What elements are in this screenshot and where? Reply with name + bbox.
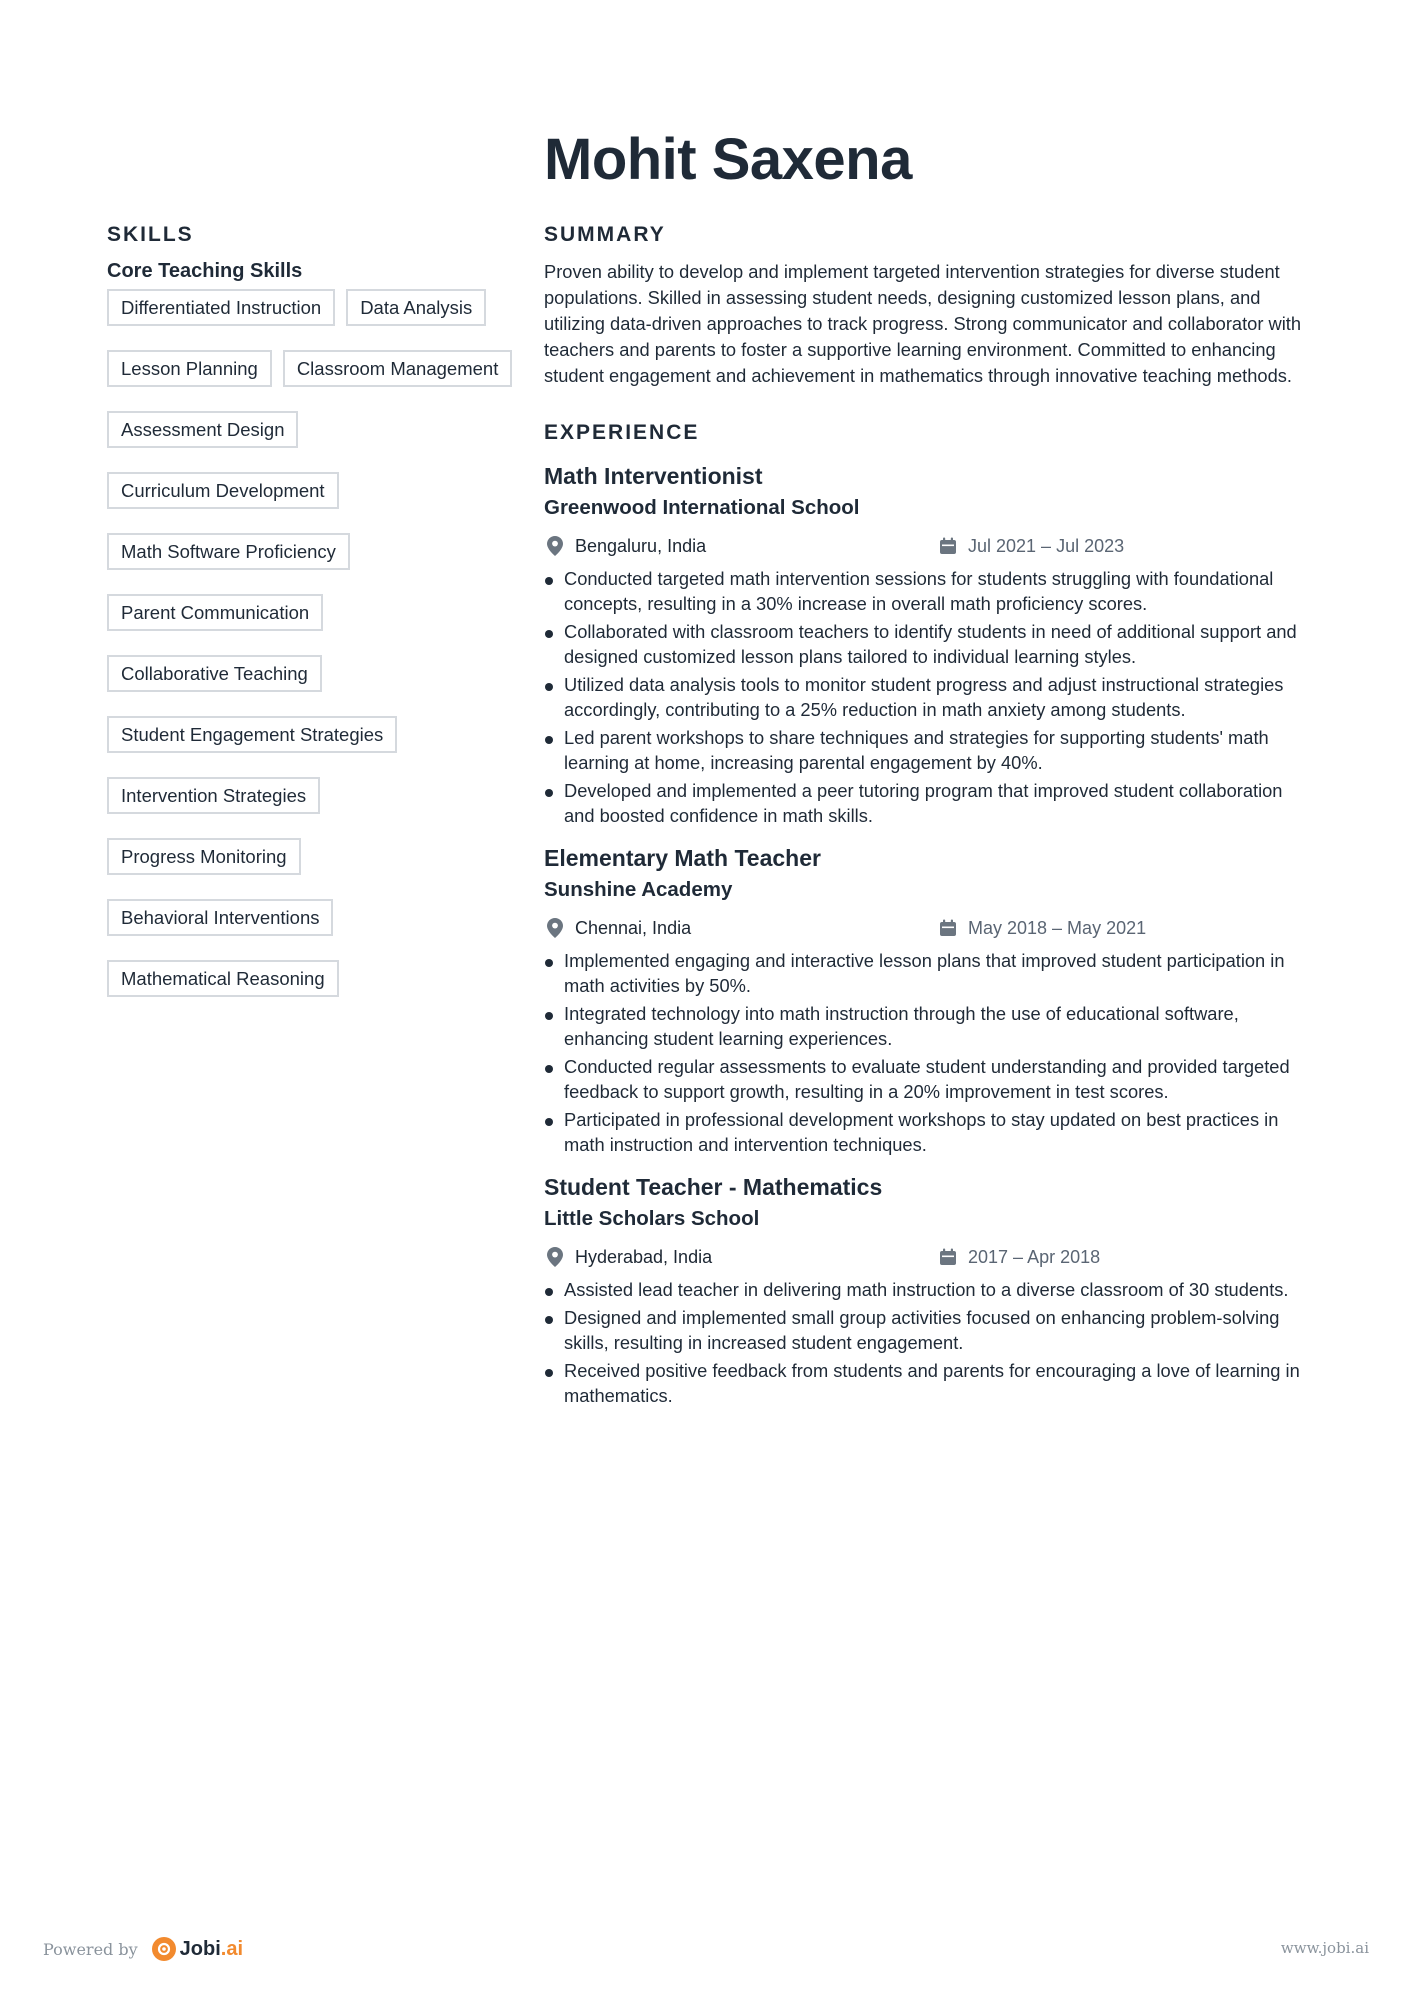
bullet-item — [544, 1277, 1304, 1302]
skill-tag: Data Analysis — [346, 289, 486, 326]
bullet-dot — [545, 1288, 553, 1296]
bullet-item — [544, 1054, 1304, 1104]
map-pin-icon — [544, 1246, 566, 1268]
experience-list — [544, 460, 1304, 1408]
bullet-item — [544, 1001, 1304, 1051]
job-location — [544, 1246, 937, 1268]
skills-heading: SKILLS — [107, 223, 194, 246]
bullet-dot — [545, 683, 553, 691]
bullet-text: Conducted targeted math intervention sessions for students struggling with foundational concepts, resulting in a 30% increase in overall math proficiency scores. — [564, 568, 1274, 614]
map-pin-icon — [544, 535, 566, 557]
skill-tag: Behavioral Interventions — [107, 899, 333, 936]
bullet-dot — [545, 630, 553, 638]
company-name: Sunshine Academy — [544, 878, 733, 901]
bullet-dot — [545, 789, 553, 797]
bullet-text: Received positive feedback from students and parents for encouraging a love of learning in mathematics. — [564, 1360, 1300, 1406]
calendar-icon — [937, 917, 959, 939]
skill-tag: Curriculum Development — [107, 472, 339, 509]
bullet-text: Led parent workshops to share techniques and strategies for supporting students' math learning at home, increasing parental engagement by 40%. — [564, 727, 1269, 773]
bullet-item — [544, 1358, 1304, 1408]
bullet-item — [544, 778, 1304, 828]
bullet-dot — [545, 577, 553, 585]
job-entry — [544, 460, 1304, 828]
skill-tag: Parent Communication — [107, 594, 323, 631]
dates-text: May 2018 – May 2021 — [968, 917, 1147, 938]
skills-section — [107, 222, 527, 1009]
company-name: Little Scholars School — [544, 1207, 760, 1230]
location-text: Bengaluru, India — [575, 535, 707, 556]
job-meta — [544, 1243, 1304, 1271]
powered-by — [43, 1937, 243, 1961]
job-location — [544, 917, 937, 939]
brand-logo[interactable] — [152, 1937, 243, 1961]
bullet-dot — [545, 1118, 553, 1126]
summary-text: Proven ability to develop and implement targeted intervention strategies for diverse student populations. Skilled in assessing student needs, designing customized lesson plans, and utilizing data-driven approaches to track progress. Strong communicator and collaborator with teachers and parents to foster a supportive learning environment. Committed to enhancing student engagement and achievement in mathematics through innovative teaching methods. — [544, 261, 1302, 386]
calendar-icon — [937, 535, 959, 557]
bullet-dot — [545, 1012, 553, 1020]
bullet-text: Collaborated with classroom teachers to identify students in need of additional support and designed customized lesson plans tailored to individual learning styles. — [564, 621, 1297, 667]
job-entry — [544, 842, 1304, 1157]
job-dates — [937, 535, 1124, 557]
skill-tag: Lesson Planning — [107, 350, 272, 387]
skill-group-title: Core Teaching Skills — [107, 260, 303, 282]
skill-tag: Progress Monitoring — [107, 838, 301, 875]
bullet-item — [544, 725, 1304, 775]
bullet-item — [544, 1107, 1304, 1157]
experience-heading: EXPERIENCE — [544, 421, 700, 444]
job-location — [544, 535, 937, 557]
job-bullets — [544, 566, 1304, 828]
brand-suffix: .ai — [220, 1937, 244, 1960]
job-title: Math Interventionist — [544, 463, 763, 489]
skill-tag: Assessment Design — [107, 411, 298, 448]
skill-tag: Classroom Management — [283, 350, 513, 387]
skill-tag: Differentiated Instruction — [107, 289, 335, 326]
map-pin-icon — [544, 917, 566, 939]
job-dates — [937, 917, 1146, 939]
bullet-item — [544, 619, 1304, 669]
bullet-dot — [545, 1369, 553, 1377]
location-text: Hyderabad, India — [575, 1246, 713, 1267]
bullet-dot — [545, 1316, 553, 1324]
jobi-logo-icon — [152, 1937, 176, 1961]
job-entry — [544, 1171, 1304, 1408]
footer-url[interactable]: www.jobi.ai — [1280, 1939, 1369, 1957]
company-name: Greenwood International School — [544, 496, 860, 519]
job-title: Student Teacher - Mathematics — [544, 1174, 883, 1200]
skill-tag: Intervention Strategies — [107, 777, 320, 814]
skill-tags — [107, 289, 527, 1009]
bullet-text: Designed and implemented small group activities focused on enhancing problem-solving skills, resulting in increased student engagement. — [564, 1307, 1280, 1353]
bullet-text: Developed and implemented a peer tutoring program that improved student collaboration and boosted confidence in math skills. — [564, 780, 1283, 826]
skill-tag: Math Software Proficiency — [107, 533, 350, 570]
brand-prefix: Jobi — [179, 1937, 221, 1960]
bullet-text: Participated in professional development workshops to stay updated on best practices in math instruction and intervention techniques. — [564, 1109, 1279, 1155]
bullet-item — [544, 566, 1304, 616]
job-meta — [544, 532, 1304, 560]
job-meta — [544, 914, 1304, 942]
main-content — [544, 222, 1304, 1411]
calendar-icon — [937, 1246, 959, 1268]
candidate-name: Mohit Saxena — [544, 127, 912, 192]
dates-text: Jul 2021 – Jul 2023 — [968, 535, 1125, 556]
bullet-item — [544, 948, 1304, 998]
bullet-text: Utilized data analysis tools to monitor student progress and adjust instructional strategies accordingly, contributing to a 25% reduction in math anxiety among students. — [564, 674, 1284, 720]
skill-tag: Mathematical Reasoning — [107, 960, 339, 997]
skill-tag: Collaborative Teaching — [107, 655, 322, 692]
bullet-text: Integrated technology into math instruction through the use of educational software, enhancing student learning experiences. — [564, 1003, 1239, 1049]
bullet-item — [544, 672, 1304, 722]
job-bullets — [544, 1277, 1304, 1408]
job-bullets — [544, 948, 1304, 1157]
bullet-text: Implemented engaging and interactive lesson plans that improved student participation in math activities by 50%. — [564, 950, 1285, 996]
bullet-dot — [545, 1065, 553, 1073]
job-dates — [937, 1246, 1100, 1268]
job-title: Elementary Math Teacher — [544, 845, 821, 871]
brand-name — [180, 1938, 243, 1961]
dates-text: 2017 – Apr 2018 — [968, 1246, 1101, 1267]
bullet-text: Assisted lead teacher in delivering math instruction to a diverse classroom of 30 students. — [564, 1279, 1289, 1300]
bullet-item — [544, 1305, 1304, 1355]
bullet-dot — [545, 736, 553, 744]
bullet-dot — [545, 959, 553, 967]
powered-by-label: Powered by — [43, 1939, 138, 1959]
bullet-text: Conducted regular assessments to evaluate student understanding and provided targeted feedback to support growth, resulting in a 20% improvement in test scores. — [564, 1056, 1290, 1102]
skill-tag: Student Engagement Strategies — [107, 716, 397, 753]
location-text: Chennai, India — [575, 917, 692, 938]
summary-heading: SUMMARY — [544, 223, 666, 246]
